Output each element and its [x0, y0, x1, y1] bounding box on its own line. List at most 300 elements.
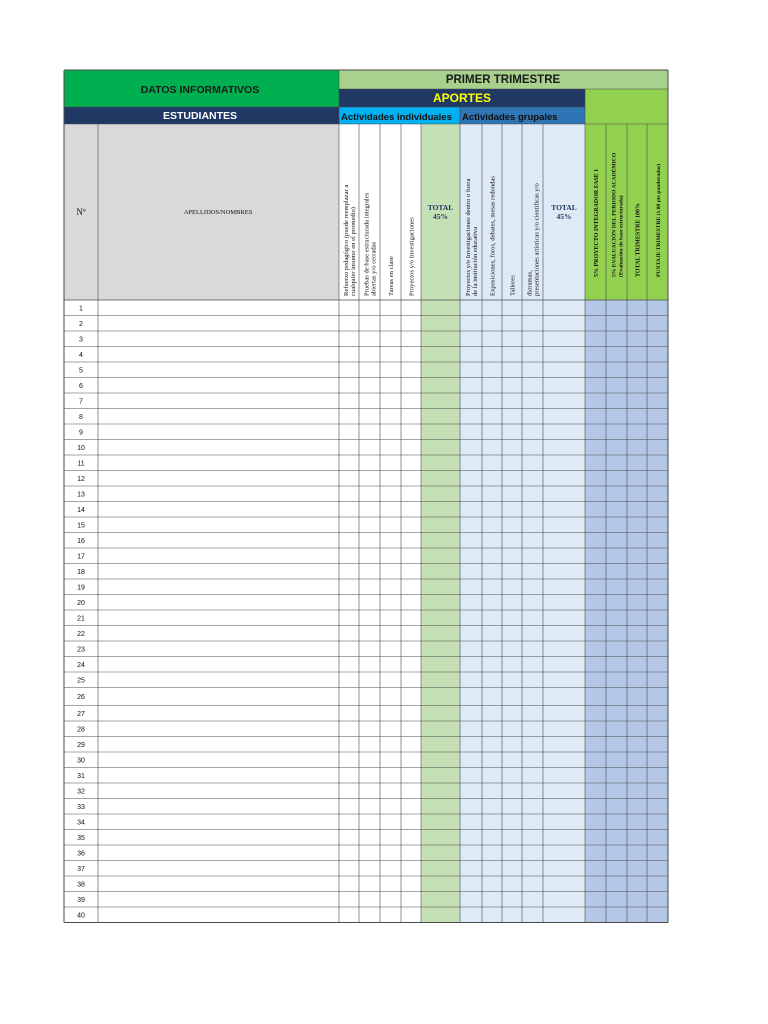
grade-cell[interactable] — [460, 517, 482, 533]
grade-cell[interactable] — [460, 768, 482, 784]
student-name-cell[interactable] — [98, 300, 339, 316]
grade-cell[interactable] — [522, 548, 543, 564]
grade-cell[interactable] — [585, 768, 606, 784]
grade-cell[interactable] — [482, 378, 502, 394]
grade-cell[interactable] — [401, 799, 421, 815]
grade-cell[interactable] — [627, 378, 647, 394]
student-name-cell[interactable] — [98, 626, 339, 642]
grade-cell[interactable] — [606, 393, 627, 409]
grade-cell[interactable] — [585, 502, 606, 518]
grade-cell[interactable] — [380, 455, 401, 471]
grade-cell[interactable] — [543, 595, 585, 611]
grade-cell[interactable] — [339, 892, 359, 908]
grade-cell[interactable] — [543, 845, 585, 861]
student-name-cell[interactable] — [98, 721, 339, 737]
grade-cell[interactable] — [543, 300, 585, 316]
grade-cell[interactable] — [482, 347, 502, 363]
grade-cell[interactable] — [359, 610, 380, 626]
grade-cell[interactable] — [627, 845, 647, 861]
grade-cell[interactable] — [401, 378, 421, 394]
student-name-cell[interactable] — [98, 907, 339, 923]
grade-cell[interactable] — [585, 347, 606, 363]
grade-cell[interactable] — [522, 768, 543, 784]
grade-cell[interactable] — [482, 641, 502, 657]
grade-cell[interactable] — [522, 641, 543, 657]
grade-cell[interactable] — [460, 737, 482, 753]
grade-cell[interactable] — [543, 737, 585, 753]
grade-cell[interactable] — [522, 378, 543, 394]
grade-cell[interactable] — [502, 752, 522, 768]
grade-cell[interactable] — [543, 892, 585, 908]
grade-cell[interactable] — [339, 300, 359, 316]
grade-cell[interactable] — [421, 502, 460, 518]
grade-cell[interactable] — [606, 626, 627, 642]
grade-cell[interactable] — [421, 721, 460, 737]
grade-cell[interactable] — [380, 548, 401, 564]
grade-cell[interactable] — [522, 845, 543, 861]
grade-cell[interactable] — [647, 486, 668, 502]
grade-cell[interactable] — [460, 814, 482, 830]
grade-cell[interactable] — [380, 331, 401, 347]
grade-cell[interactable] — [380, 316, 401, 332]
student-name-cell[interactable] — [98, 752, 339, 768]
grade-cell[interactable] — [380, 300, 401, 316]
grade-cell[interactable] — [359, 783, 380, 799]
grade-cell[interactable] — [421, 610, 460, 626]
grade-cell[interactable] — [359, 752, 380, 768]
grade-cell[interactable] — [627, 861, 647, 877]
grade-cell[interactable] — [421, 564, 460, 580]
grade-cell[interactable] — [522, 564, 543, 580]
grade-cell[interactable] — [647, 595, 668, 611]
grade-cell[interactable] — [359, 362, 380, 378]
grade-cell[interactable] — [627, 721, 647, 737]
grade-cell[interactable] — [647, 316, 668, 332]
grade-cell[interactable] — [502, 378, 522, 394]
grade-cell[interactable] — [543, 657, 585, 673]
grade-cell[interactable] — [647, 517, 668, 533]
grade-cell[interactable] — [522, 688, 543, 706]
grade-cell[interactable] — [585, 409, 606, 425]
grade-cell[interactable] — [627, 347, 647, 363]
grade-cell[interactable] — [460, 830, 482, 846]
grade-cell[interactable] — [460, 424, 482, 440]
grade-cell[interactable] — [522, 502, 543, 518]
grade-cell[interactable] — [380, 471, 401, 487]
grade-cell[interactable] — [482, 610, 502, 626]
grade-cell[interactable] — [401, 347, 421, 363]
grade-cell[interactable] — [627, 814, 647, 830]
grade-cell[interactable] — [543, 876, 585, 892]
grade-cell[interactable] — [359, 706, 380, 722]
grade-cell[interactable] — [380, 706, 401, 722]
grade-cell[interactable] — [585, 861, 606, 877]
grade-cell[interactable] — [460, 564, 482, 580]
grade-cell[interactable] — [380, 486, 401, 502]
grade-cell[interactable] — [482, 440, 502, 456]
grade-cell[interactable] — [401, 721, 421, 737]
grade-cell[interactable] — [585, 672, 606, 688]
grade-cell[interactable] — [543, 907, 585, 923]
grade-cell[interactable] — [421, 409, 460, 425]
grade-cell[interactable] — [502, 845, 522, 861]
grade-cell[interactable] — [522, 409, 543, 425]
grade-cell[interactable] — [421, 799, 460, 815]
student-name-cell[interactable] — [98, 610, 339, 626]
grade-cell[interactable] — [502, 393, 522, 409]
grade-cell[interactable] — [380, 799, 401, 815]
grade-cell[interactable] — [647, 300, 668, 316]
student-name-cell[interactable] — [98, 595, 339, 611]
grade-cell[interactable] — [421, 316, 460, 332]
grade-cell[interactable] — [522, 861, 543, 877]
grade-cell[interactable] — [543, 721, 585, 737]
grade-cell[interactable] — [543, 579, 585, 595]
grade-cell[interactable] — [421, 471, 460, 487]
grade-cell[interactable] — [606, 641, 627, 657]
grade-cell[interactable] — [647, 564, 668, 580]
grade-cell[interactable] — [502, 861, 522, 877]
grade-cell[interactable] — [401, 548, 421, 564]
grade-cell[interactable] — [339, 331, 359, 347]
grade-cell[interactable] — [647, 579, 668, 595]
grade-cell[interactable] — [627, 610, 647, 626]
grade-cell[interactable] — [647, 907, 668, 923]
student-name-cell[interactable] — [98, 486, 339, 502]
grade-cell[interactable] — [460, 721, 482, 737]
grade-cell[interactable] — [606, 752, 627, 768]
grade-cell[interactable] — [359, 300, 380, 316]
grade-cell[interactable] — [339, 721, 359, 737]
grade-cell[interactable] — [522, 517, 543, 533]
grade-cell[interactable] — [339, 626, 359, 642]
grade-cell[interactable] — [543, 409, 585, 425]
grade-cell[interactable] — [482, 783, 502, 799]
grade-cell[interactable] — [606, 657, 627, 673]
grade-cell[interactable] — [647, 378, 668, 394]
grade-cell[interactable] — [522, 907, 543, 923]
grade-cell[interactable] — [401, 830, 421, 846]
grade-cell[interactable] — [627, 455, 647, 471]
grade-cell[interactable] — [482, 657, 502, 673]
grade-cell[interactable] — [647, 440, 668, 456]
grade-cell[interactable] — [359, 378, 380, 394]
grade-cell[interactable] — [339, 595, 359, 611]
grade-cell[interactable] — [339, 579, 359, 595]
grade-cell[interactable] — [502, 564, 522, 580]
grade-cell[interactable] — [606, 706, 627, 722]
grade-cell[interactable] — [647, 783, 668, 799]
grade-cell[interactable] — [543, 783, 585, 799]
grade-cell[interactable] — [421, 393, 460, 409]
grade-cell[interactable] — [421, 830, 460, 846]
grade-cell[interactable] — [359, 502, 380, 518]
grade-cell[interactable] — [585, 424, 606, 440]
grade-cell[interactable] — [401, 486, 421, 502]
grade-cell[interactable] — [482, 830, 502, 846]
grade-cell[interactable] — [647, 455, 668, 471]
grade-cell[interactable] — [585, 641, 606, 657]
student-name-cell[interactable] — [98, 316, 339, 332]
grade-cell[interactable] — [339, 424, 359, 440]
grade-cell[interactable] — [359, 533, 380, 549]
grade-cell[interactable] — [339, 533, 359, 549]
grade-cell[interactable] — [543, 706, 585, 722]
grade-cell[interactable] — [502, 409, 522, 425]
grade-cell[interactable] — [647, 393, 668, 409]
grade-cell[interactable] — [359, 316, 380, 332]
grade-cell[interactable] — [359, 455, 380, 471]
grade-cell[interactable] — [339, 814, 359, 830]
grade-cell[interactable] — [543, 688, 585, 706]
grade-cell[interactable] — [421, 548, 460, 564]
grade-cell[interactable] — [380, 610, 401, 626]
grade-cell[interactable] — [502, 737, 522, 753]
grade-cell[interactable] — [339, 830, 359, 846]
grade-cell[interactable] — [421, 688, 460, 706]
grade-cell[interactable] — [339, 362, 359, 378]
grade-cell[interactable] — [627, 737, 647, 753]
grade-cell[interactable] — [359, 688, 380, 706]
grade-cell[interactable] — [647, 672, 668, 688]
grade-cell[interactable] — [522, 579, 543, 595]
student-name-cell[interactable] — [98, 362, 339, 378]
grade-cell[interactable] — [502, 362, 522, 378]
grade-cell[interactable] — [543, 393, 585, 409]
grade-cell[interactable] — [585, 626, 606, 642]
grade-cell[interactable] — [585, 752, 606, 768]
grade-cell[interactable] — [502, 721, 522, 737]
student-name-cell[interactable] — [98, 768, 339, 784]
grade-cell[interactable] — [647, 876, 668, 892]
grade-cell[interactable] — [585, 440, 606, 456]
grade-cell[interactable] — [543, 471, 585, 487]
grade-cell[interactable] — [627, 486, 647, 502]
grade-cell[interactable] — [460, 347, 482, 363]
student-name-cell[interactable] — [98, 830, 339, 846]
grade-cell[interactable] — [380, 517, 401, 533]
grade-cell[interactable] — [359, 595, 380, 611]
grade-cell[interactable] — [401, 657, 421, 673]
grade-cell[interactable] — [522, 455, 543, 471]
grade-cell[interactable] — [627, 783, 647, 799]
grade-cell[interactable] — [585, 845, 606, 861]
grade-cell[interactable] — [421, 861, 460, 877]
grade-cell[interactable] — [460, 892, 482, 908]
grade-cell[interactable] — [585, 657, 606, 673]
grade-cell[interactable] — [543, 533, 585, 549]
grade-cell[interactable] — [339, 799, 359, 815]
grade-cell[interactable] — [522, 783, 543, 799]
grade-cell[interactable] — [606, 595, 627, 611]
grade-cell[interactable] — [460, 799, 482, 815]
grade-cell[interactable] — [380, 347, 401, 363]
student-name-cell[interactable] — [98, 783, 339, 799]
grade-cell[interactable] — [543, 331, 585, 347]
grade-cell[interactable] — [543, 830, 585, 846]
grade-cell[interactable] — [339, 393, 359, 409]
grade-cell[interactable] — [421, 768, 460, 784]
grade-cell[interactable] — [380, 440, 401, 456]
grade-cell[interactable] — [585, 486, 606, 502]
student-name-cell[interactable] — [98, 378, 339, 394]
grade-cell[interactable] — [585, 362, 606, 378]
grade-cell[interactable] — [647, 610, 668, 626]
grade-cell[interactable] — [647, 861, 668, 877]
grade-cell[interactable] — [543, 455, 585, 471]
grade-cell[interactable] — [460, 579, 482, 595]
grade-cell[interactable] — [380, 424, 401, 440]
grade-cell[interactable] — [401, 440, 421, 456]
grade-cell[interactable] — [460, 641, 482, 657]
grade-cell[interactable] — [401, 502, 421, 518]
student-name-cell[interactable] — [98, 440, 339, 456]
grade-cell[interactable] — [585, 799, 606, 815]
grade-cell[interactable] — [627, 688, 647, 706]
grade-cell[interactable] — [380, 845, 401, 861]
grade-cell[interactable] — [522, 471, 543, 487]
grade-cell[interactable] — [380, 861, 401, 877]
grade-cell[interactable] — [647, 768, 668, 784]
grade-cell[interactable] — [421, 300, 460, 316]
grade-cell[interactable] — [647, 752, 668, 768]
grade-cell[interactable] — [606, 737, 627, 753]
grade-cell[interactable] — [359, 907, 380, 923]
grade-cell[interactable] — [585, 378, 606, 394]
grade-cell[interactable] — [339, 517, 359, 533]
grade-cell[interactable] — [380, 564, 401, 580]
grade-cell[interactable] — [421, 347, 460, 363]
grade-cell[interactable] — [482, 362, 502, 378]
grade-cell[interactable] — [606, 378, 627, 394]
grade-cell[interactable] — [502, 347, 522, 363]
grade-cell[interactable] — [647, 721, 668, 737]
grade-cell[interactable] — [401, 845, 421, 861]
grade-cell[interactable] — [606, 861, 627, 877]
grade-cell[interactable] — [339, 672, 359, 688]
grade-cell[interactable] — [522, 440, 543, 456]
grade-cell[interactable] — [380, 393, 401, 409]
grade-cell[interactable] — [606, 300, 627, 316]
grade-cell[interactable] — [380, 814, 401, 830]
grade-cell[interactable] — [460, 688, 482, 706]
student-name-cell[interactable] — [98, 657, 339, 673]
grade-cell[interactable] — [627, 533, 647, 549]
grade-cell[interactable] — [522, 393, 543, 409]
student-name-cell[interactable] — [98, 688, 339, 706]
student-name-cell[interactable] — [98, 845, 339, 861]
grade-cell[interactable] — [606, 486, 627, 502]
grade-cell[interactable] — [606, 502, 627, 518]
grade-cell[interactable] — [627, 440, 647, 456]
grade-cell[interactable] — [627, 626, 647, 642]
grade-cell[interactable] — [606, 548, 627, 564]
grade-cell[interactable] — [421, 626, 460, 642]
student-name-cell[interactable] — [98, 579, 339, 595]
grade-cell[interactable] — [401, 316, 421, 332]
grade-cell[interactable] — [522, 347, 543, 363]
grade-cell[interactable] — [522, 799, 543, 815]
grade-cell[interactable] — [606, 783, 627, 799]
grade-cell[interactable] — [339, 907, 359, 923]
grade-cell[interactable] — [647, 548, 668, 564]
grade-cell[interactable] — [502, 783, 522, 799]
student-name-cell[interactable] — [98, 502, 339, 518]
grade-cell[interactable] — [401, 393, 421, 409]
grade-cell[interactable] — [627, 706, 647, 722]
grade-cell[interactable] — [627, 752, 647, 768]
grade-cell[interactable] — [606, 610, 627, 626]
grade-cell[interactable] — [401, 610, 421, 626]
grade-cell[interactable] — [380, 907, 401, 923]
grade-cell[interactable] — [359, 892, 380, 908]
grade-cell[interactable] — [460, 876, 482, 892]
grade-cell[interactable] — [502, 471, 522, 487]
grade-cell[interactable] — [401, 517, 421, 533]
student-name-cell[interactable] — [98, 533, 339, 549]
grade-cell[interactable] — [627, 300, 647, 316]
grade-cell[interactable] — [421, 907, 460, 923]
grade-cell[interactable] — [460, 907, 482, 923]
grade-cell[interactable] — [627, 830, 647, 846]
grade-cell[interactable] — [421, 737, 460, 753]
grade-cell[interactable] — [339, 737, 359, 753]
grade-cell[interactable] — [585, 517, 606, 533]
grade-cell[interactable] — [627, 564, 647, 580]
grade-cell[interactable] — [482, 533, 502, 549]
grade-cell[interactable] — [339, 752, 359, 768]
grade-cell[interactable] — [647, 688, 668, 706]
grade-cell[interactable] — [647, 409, 668, 425]
grade-cell[interactable] — [401, 300, 421, 316]
grade-cell[interactable] — [482, 502, 502, 518]
grade-cell[interactable] — [606, 876, 627, 892]
grade-cell[interactable] — [401, 892, 421, 908]
grade-cell[interactable] — [502, 706, 522, 722]
grade-cell[interactable] — [585, 892, 606, 908]
grade-cell[interactable] — [522, 316, 543, 332]
grade-cell[interactable] — [380, 626, 401, 642]
grade-cell[interactable] — [359, 486, 380, 502]
grade-cell[interactable] — [627, 641, 647, 657]
grade-cell[interactable] — [482, 626, 502, 642]
grade-cell[interactable] — [543, 316, 585, 332]
grade-cell[interactable] — [401, 814, 421, 830]
grade-cell[interactable] — [482, 564, 502, 580]
student-name-cell[interactable] — [98, 564, 339, 580]
grade-cell[interactable] — [482, 688, 502, 706]
grade-cell[interactable] — [339, 378, 359, 394]
grade-cell[interactable] — [522, 721, 543, 737]
grade-cell[interactable] — [482, 331, 502, 347]
grade-cell[interactable] — [627, 331, 647, 347]
grade-cell[interactable] — [647, 471, 668, 487]
grade-cell[interactable] — [522, 672, 543, 688]
grade-cell[interactable] — [421, 641, 460, 657]
grade-cell[interactable] — [543, 548, 585, 564]
grade-cell[interactable] — [380, 595, 401, 611]
grade-cell[interactable] — [585, 610, 606, 626]
grade-cell[interactable] — [460, 626, 482, 642]
grade-cell[interactable] — [339, 471, 359, 487]
grade-cell[interactable] — [359, 641, 380, 657]
grade-cell[interactable] — [460, 548, 482, 564]
grade-cell[interactable] — [522, 610, 543, 626]
grade-cell[interactable] — [585, 876, 606, 892]
grade-cell[interactable] — [647, 892, 668, 908]
grade-cell[interactable] — [647, 657, 668, 673]
grade-cell[interactable] — [482, 409, 502, 425]
